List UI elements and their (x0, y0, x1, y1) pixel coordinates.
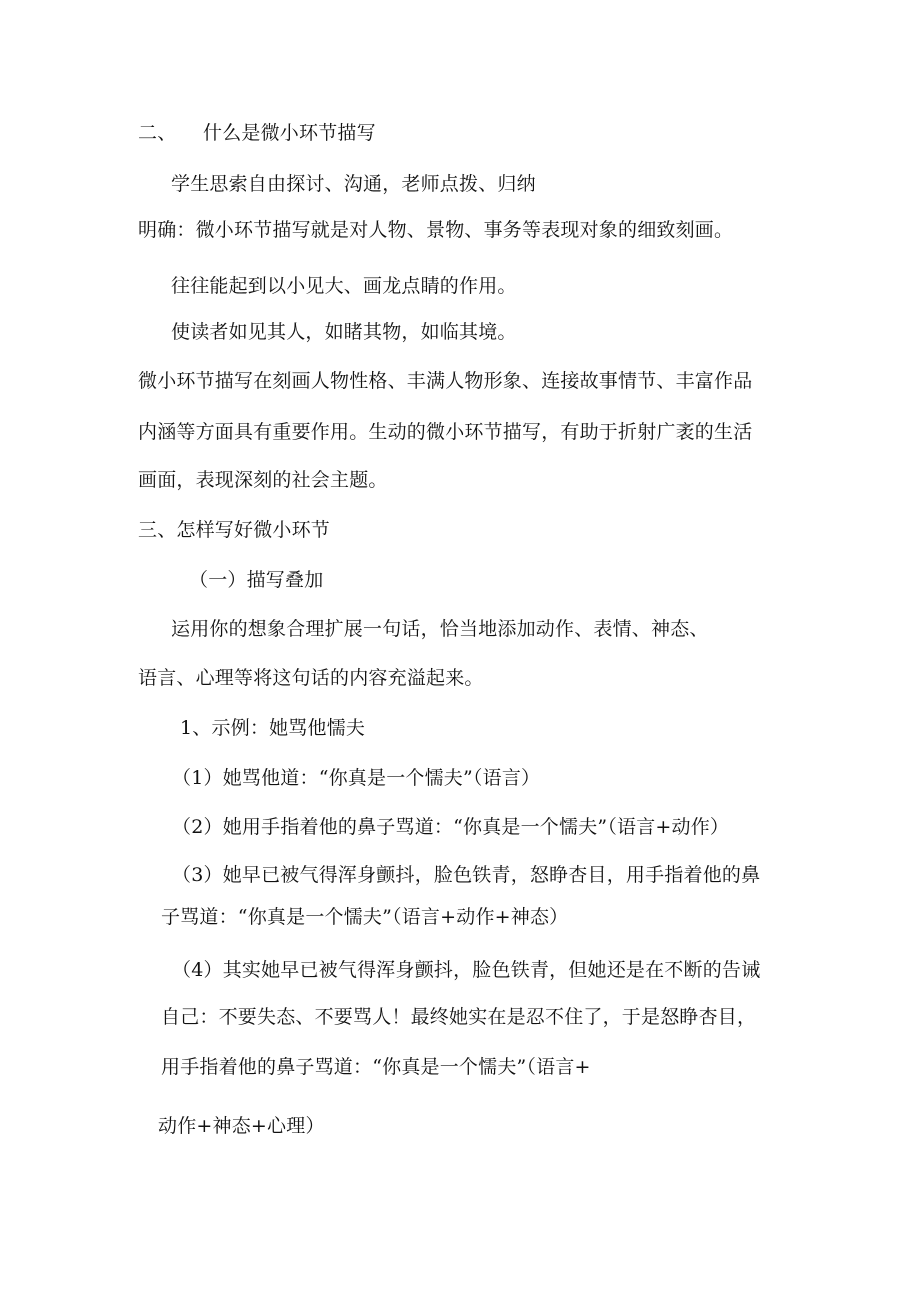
example-title: 1、示例：她骂他懦夫 (180, 717, 366, 739)
example-4-line4: 动作+神态+心理） (158, 1115, 325, 1137)
section-three-title: 三、怎样写好微小环节 (138, 519, 331, 541)
section-two-number: 二、 (138, 122, 177, 144)
paragraph-importance-line2: 内涵等方面具有重要作用。生动的微小环节描写，有助于折射广袤的生活 (138, 421, 753, 443)
example-4-line2: 自己：不要失态、不要骂人！最终她实在是忍不住了，于是怒睁杏目， (161, 1006, 757, 1028)
example-4-line3: 用手指着他的鼻子骂道：“你真是一个懦夫”（语言+ (161, 1056, 591, 1078)
example-4-line1: （4）其实她早已被气得浑身颤抖，脸色铁青，但她还是在不断的告诫 (172, 959, 761, 981)
section-two-title: 什么是微小环节描写 (203, 122, 376, 144)
example-1: （1）她骂他道：“你真是一个懦夫”（语言） (172, 767, 541, 789)
paragraph-definition: 明确：微小环节描写就是对人物、景物、事务等表现对象的细致刻画。 (138, 219, 734, 241)
paragraph-discussion: 学生思索自由探讨、沟通，老师点拨、归纳 (171, 173, 536, 195)
subsection-title: （一）描写叠加 (189, 569, 324, 591)
paragraph-reader: 使读者如见其人，如睹其物，如临其境。 (171, 321, 517, 343)
intro-line1: 运用你的想象合理扩展一句话，恰当地添加动作、表情、神态、 (171, 618, 709, 640)
example-3-line2: 子骂道：“你真是一个懦夫”（语言+动作+神态） (161, 906, 569, 928)
intro-line2: 语言、心理等将这句话的内容充溢起来。 (138, 667, 484, 689)
example-3-line1: （3）她早已被气得浑身颤抖，脸色铁青，怒睁杏目，用手指着他的鼻 (172, 864, 761, 886)
paragraph-effect: 往往能起到以小见大、画龙点睛的作用。 (171, 275, 517, 297)
paragraph-importance-line1: 微小环节描写在刻画人物性格、丰满人物形象、连接故事情节、丰富作品 (138, 370, 753, 392)
example-2: （2）她用手指着他的鼻子骂道：“你真是一个懦夫”（语言+动作） (172, 816, 730, 838)
paragraph-importance-line3: 画面，表现深刻的社会主题。 (138, 469, 388, 491)
